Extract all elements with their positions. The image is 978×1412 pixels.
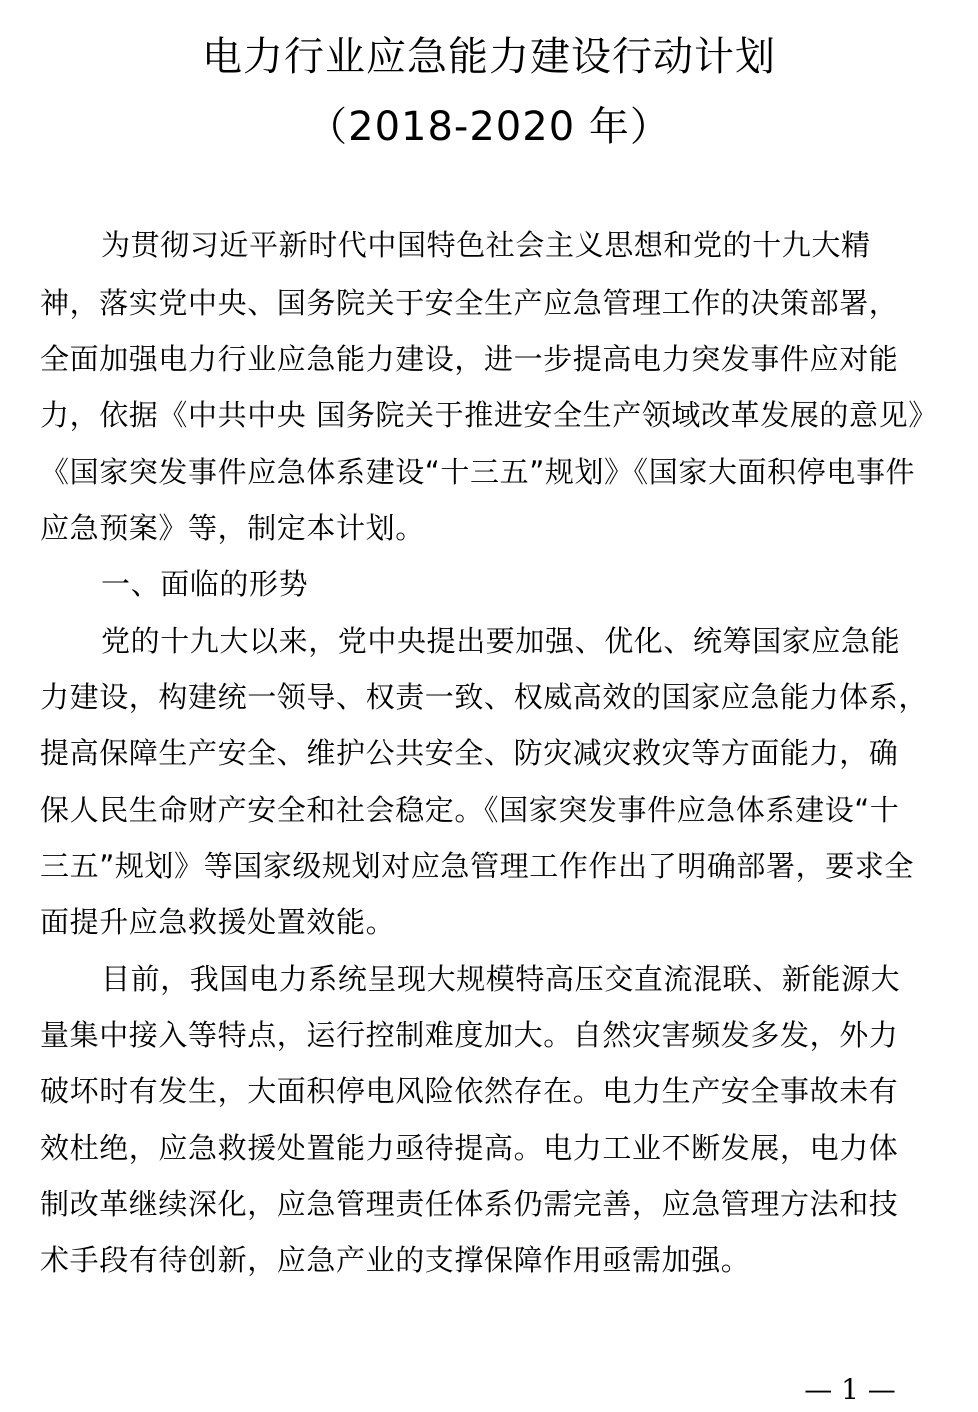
paragraph-intro-line-3: 全面加强电力行业应急能力建设，进一步提高电力突发事件应对能: [40, 342, 899, 376]
paragraph-current-line-2: 量集中接入等特点，运行控制难度加大。自然灾害频发多发，外力: [40, 1018, 899, 1052]
paragraph-current-line-6: 术手段有待创新，应急产业的支撑保障作用亟需加强。: [40, 1243, 751, 1277]
paragraph-intro-line-2: 神，落实党中央、国务院关于安全生产应急管理工作的决策部署，: [40, 286, 899, 320]
paragraph-intro-line-1: 为贯彻习近平新时代中国特色社会主义思想和党的十九大精: [101, 228, 871, 262]
paragraph-situation-line-5: 三五”规划》等国家级规划对应急管理工作作出了明确部署，要求全: [40, 849, 915, 883]
paragraph-situation-line-6: 面提升应急救援处置效能。: [40, 905, 396, 939]
section-heading-situation: 一、面临的形势: [101, 567, 309, 601]
paragraph-current-line-1: 目前，我国电力系统呈现大规模特高压交直流混联、新能源大: [101, 962, 901, 996]
paragraph-intro-line-5: 《国家突发事件应急体系建设“十三五”规划》《国家大面积停电事件: [40, 455, 916, 489]
paragraph-intro-line-6: 应急预案》等，制定本计划。: [40, 511, 425, 545]
paragraph-current-line-5: 制改革继续深化，应急管理责任体系仍需完善，应急管理方法和技: [40, 1187, 899, 1221]
document-subtitle: （2018-2020 年）: [307, 104, 671, 150]
paragraph-current-line-4: 效杜绝，应急救援处置能力亟待提高。电力工业不断发展，电力体: [40, 1131, 899, 1165]
paragraph-intro-line-4: 力，依据《中共中央 国务院关于推进安全生产领域改革发展的意见》: [40, 398, 938, 432]
document-title: 电力行业应急能力建设行动计划: [202, 34, 776, 80]
paragraph-current-line-3: 破坏时有发生，大面积停电风险依然存在。电力生产安全事故未有: [40, 1074, 899, 1108]
paragraph-situation-line-3: 提高保障生产安全、维护公共安全、防灾减灾救灾等方面能力，确: [40, 736, 899, 770]
paragraph-situation-line-4: 保人民生命财产安全和社会稳定。《国家突发事件应急体系建设“十: [40, 793, 900, 827]
paragraph-situation-line-1: 党的十九大以来，党中央提出要加强、优化、统筹国家应急能: [101, 624, 901, 658]
page-number: — 1 —: [804, 1373, 896, 1406]
paragraph-situation-line-2: 力建设，构建统一领导、权责一致、权威高效的国家应急能力体系，: [40, 680, 929, 714]
